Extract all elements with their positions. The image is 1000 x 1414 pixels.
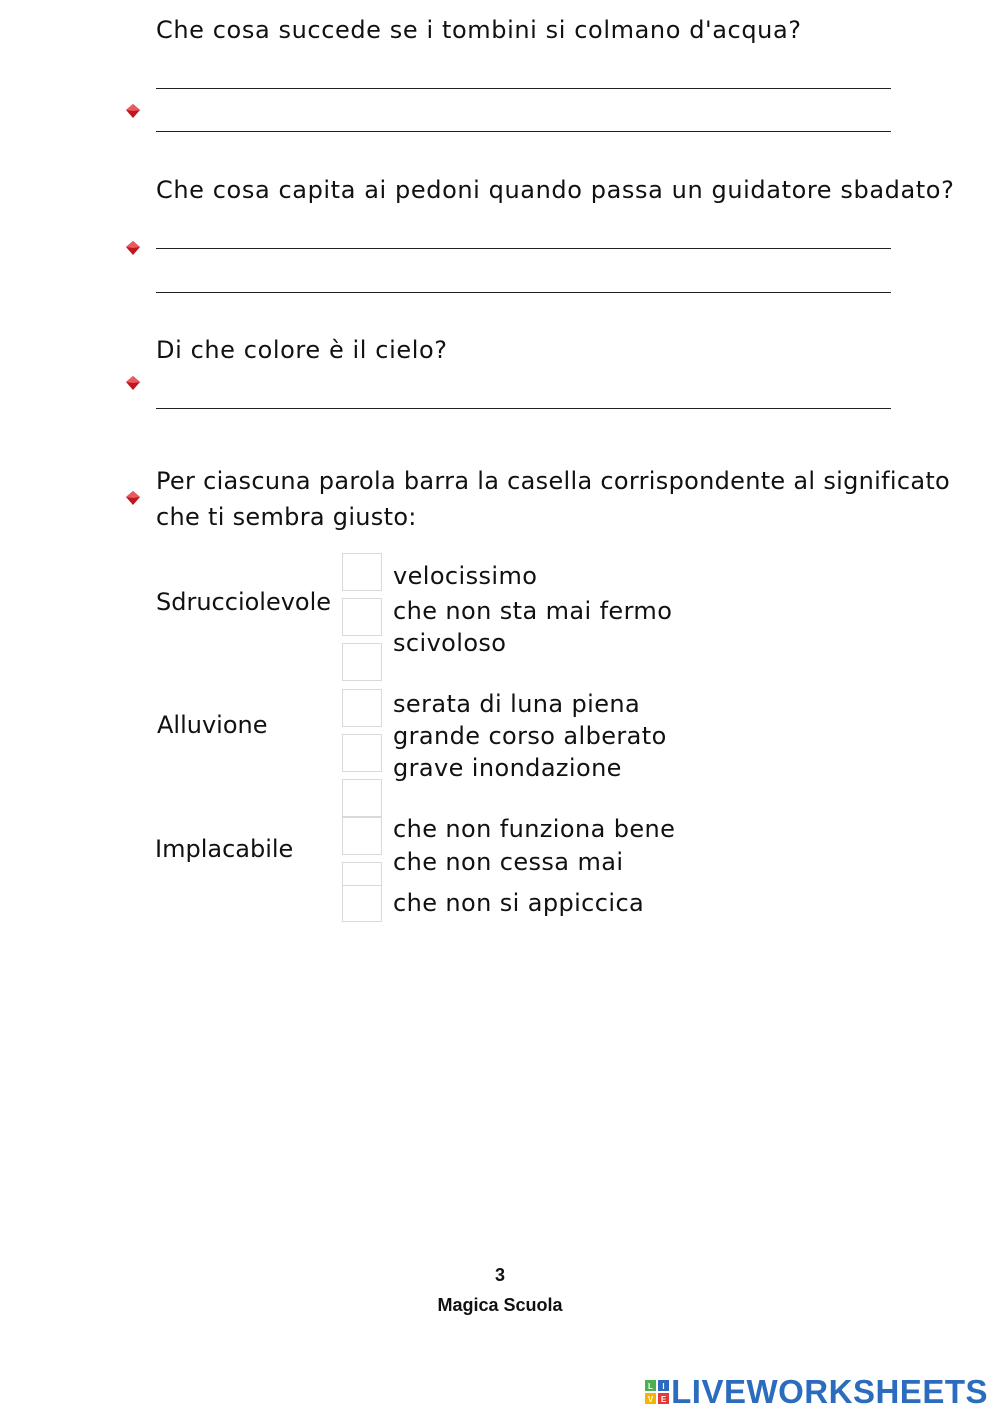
- option-label: che non cessa mai: [393, 848, 624, 876]
- answer-checkbox[interactable]: [342, 553, 382, 591]
- option-label: scivoloso: [393, 629, 507, 657]
- answer-checkbox[interactable]: [342, 734, 382, 772]
- book-title: Magica Scuola: [437, 1295, 563, 1315]
- logo-letter: V: [647, 1395, 654, 1404]
- vocabulary-word: Sdrucciolevole: [156, 588, 332, 616]
- vocabulary-word: Alluvione: [157, 711, 268, 739]
- diamond-bullet-icon: [125, 240, 141, 256]
- option-label: che non sta mai fermo: [393, 597, 673, 625]
- diamond-bullet-icon: [125, 375, 141, 391]
- question-2-text: Che cosa capita ai pedoni quando passa un guidatore sbadato?: [156, 176, 955, 204]
- option-label: grande corso alberato: [393, 722, 667, 750]
- liveworksheets-logo[interactable]: [645, 1372, 988, 1412]
- exercise-instruction-continued: che ti sembra giusto:: [156, 503, 417, 531]
- answer-checkbox[interactable]: [342, 598, 382, 636]
- diamond-bullet-icon: [125, 490, 141, 506]
- option-label: serata di luna piena: [393, 690, 641, 718]
- vocabulary-word: Implacabile: [155, 835, 294, 863]
- answer-line[interactable]: [156, 292, 891, 293]
- answer-checkbox[interactable]: [342, 689, 382, 727]
- answer-line[interactable]: [156, 131, 891, 132]
- option-label: velocissimo: [393, 562, 538, 590]
- answer-line[interactable]: [156, 248, 891, 249]
- exercise-instruction: Per ciascuna parola barra la casella corrispondente al significato: [156, 467, 951, 495]
- liveworksheets-logo-icon: [645, 1380, 669, 1404]
- answer-checkbox[interactable]: [342, 779, 382, 817]
- option-label: che non si appiccica: [393, 889, 645, 917]
- answer-line[interactable]: [156, 408, 891, 409]
- answer-checkbox[interactable]: [342, 862, 382, 886]
- question-1-text: Che cosa succede se i tombini si colmano d'acqua?: [156, 16, 802, 44]
- diamond-bullet-icon: [125, 103, 141, 119]
- answer-checkbox[interactable]: [342, 643, 382, 681]
- question-3-text: Di che colore è il cielo?: [156, 336, 448, 364]
- logo-letter: L: [648, 1382, 654, 1391]
- answer-checkbox[interactable]: [342, 885, 382, 922]
- logo-letter: I: [662, 1382, 665, 1391]
- answer-checkbox[interactable]: [342, 817, 382, 855]
- option-label: che non funziona bene: [393, 815, 676, 843]
- answer-line[interactable]: [156, 88, 891, 89]
- logo-letter: E: [660, 1395, 667, 1404]
- page-number: 3: [494, 1265, 505, 1285]
- brand-name: LIVEWORKSHEETS: [671, 1373, 988, 1410]
- option-label: grave inondazione: [393, 754, 622, 782]
